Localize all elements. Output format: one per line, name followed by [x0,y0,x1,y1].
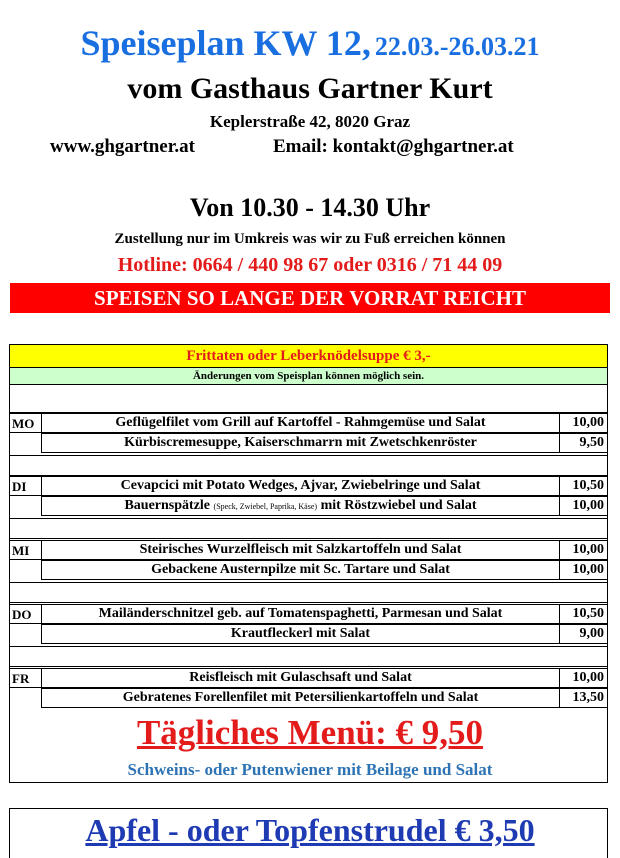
stock-banner: SPEISEN SO LANGE DER VORRAT REICHT [10,283,610,313]
hotline: Hotline: 0664 / 440 98 67 oder 0316 / 71 44 09 [117,254,503,276]
dish-price: 10,00 [560,560,608,580]
dish-price: 10,50 [560,604,608,624]
dish-name: Bauernspätzle [124,498,211,513]
dish-item: Reisfleisch mit Gulaschsaft und Salat [41,668,560,688]
spacer-row [9,518,608,539]
day-label: FR [9,668,41,688]
page-title [0,22,620,64]
restaurant-name: vom Gasthaus Gartner Kurt [127,72,493,105]
dish-price: 10,00 [560,496,608,516]
dish-item [41,496,560,516]
spacer-row [9,646,608,667]
date-range: 22.03.-26.03.21 [374,32,540,61]
day-label: MO [9,413,41,433]
soup-row: Frittaten oder Leberknödelsuppe € 3,- [9,344,608,368]
dish-item: Mailänderschnitzel geb. auf Tomatenspaghetti, Parmesan und Salat [41,604,560,624]
dish-price: 10,00 [560,413,608,433]
day-label: DO [9,604,41,624]
day-label: DI [9,476,41,496]
dish-price: 9,00 [560,624,608,644]
dish-item: Gebratenes Forellenfilet mit Petersilienkartoffeln und Salat [41,688,560,708]
dessert-offer: Apfel - oder Topfenstrudel € 3,50 [85,812,535,848]
spacer-row [9,455,608,476]
dish-price: 10,00 [560,540,608,560]
opening-hours: Von 10.30 - 14.30 Uhr [189,193,431,222]
dish-item: Steirisches Wurzelfleisch mit Salzkartoffeln und Salat [41,540,560,560]
notice-row: Änderungen vom Speisplan können möglich sein. [9,367,608,385]
dish-item: Kürbiscremesuppe, Kaiserschmarrn mit Zwetschkenröster [41,433,560,453]
dish-price: 9,50 [560,433,608,453]
daily-menu-title: Tägliches Menü: € 9,50 [136,713,484,752]
dish-ingredients: (Speck, Zwiebel, Paprika, Käse) [213,502,318,511]
dish-item: Krautfleckerl mit Salat [41,624,560,644]
spacer-row [9,384,608,413]
dish-price: 13,50 [560,688,608,708]
dish-item: Geflügelfilet vom Grill auf Kartoffel - Rahmgemüse und Salat [41,413,560,433]
dish-item: Gebackene Austernpilze mit Sc. Tartare und Salat [41,560,560,580]
delivery-note: Zustellung nur im Umkreis was wir zu Fuß erreichen können [114,231,506,247]
dish-item: Cevapcici mit Potato Wedges, Ajvar, Zwiebelringe und Salat [41,476,560,496]
dish-price: 10,50 [560,476,608,496]
dish-price: 10,00 [560,668,608,688]
daily-menu-description: Schweins- oder Putenwiener mit Beilage und Salat [127,760,493,779]
spacer-row [9,582,608,603]
title-text: Speiseplan KW 12, [80,23,371,63]
email-link[interactable]: Email: kontakt@ghgartner.at [273,136,514,157]
dish-side: mit Röstzwiebel und Salat [320,498,477,513]
website-link[interactable]: www.ghgartner.at [50,136,195,157]
day-label: MI [9,540,41,560]
address: Keplerstraße 42, 8020 Graz [209,112,411,131]
